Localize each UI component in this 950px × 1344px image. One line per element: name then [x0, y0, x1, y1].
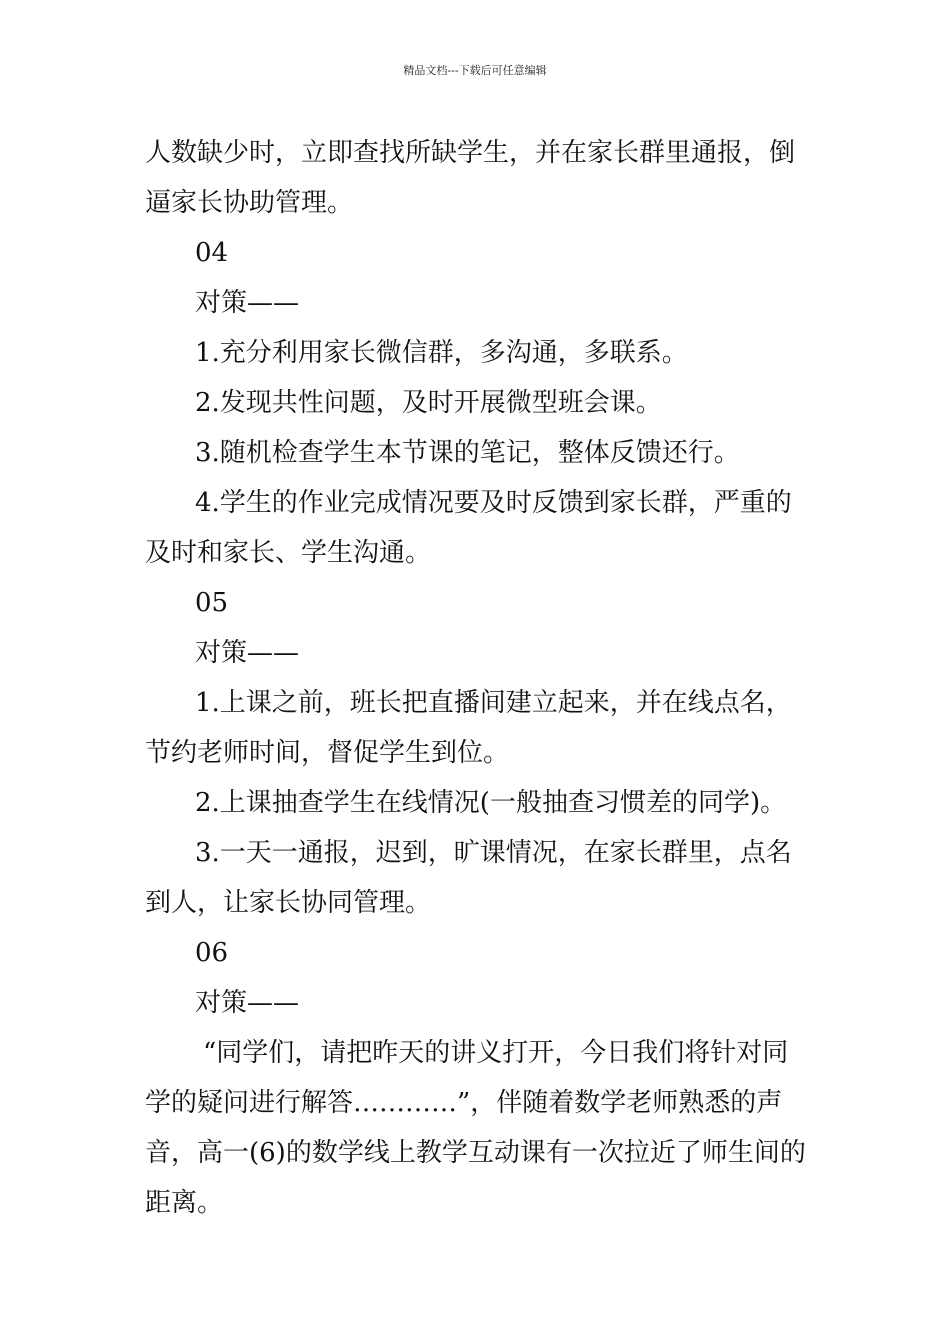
paragraph-line: 节约老师时间，督促学生到位。 — [145, 738, 510, 768]
section-number: 04 — [195, 238, 229, 268]
list-item: 3.随机检查学生本节课的笔记，整体反馈还行。 — [195, 438, 740, 468]
section-heading: 对策—— — [195, 638, 300, 668]
section-number: 05 — [195, 588, 229, 618]
list-item: 4.学生的作业完成情况要及时反馈到家长群，严重的 — [195, 488, 792, 518]
list-item: 2.上课抽查学生在线情况(一般抽查习惯差的同学)。 — [195, 788, 787, 818]
paragraph-line: 到人，让家长协同管理。 — [145, 888, 432, 918]
paragraph-line: 人数缺少时，立即查找所缺学生，并在家长群里通报，倒 — [145, 138, 796, 168]
list-item: 2.发现共性问题，及时开展微型班会课。 — [195, 388, 662, 418]
quote-paragraph-line: “同学们，请把昨天的讲义打开，今日我们将针对同 — [203, 1038, 789, 1068]
paragraph-line: 距离。 — [145, 1188, 224, 1218]
document-body — [145, 128, 810, 1228]
section-number: 06 — [195, 938, 229, 968]
list-item: 1.上课之前，班长把直播间建立起来，并在线点名， — [195, 688, 792, 718]
paragraph-line: 学的疑问进行解答…………”，伴随着数学老师熟悉的声 — [145, 1088, 783, 1118]
section-heading: 对策—— — [195, 988, 300, 1018]
list-item: 3.一天一通报，迟到，旷课情况，在家长群里，点名 — [195, 838, 792, 868]
section-heading: 对策—— — [195, 288, 300, 318]
paragraph-line: 逼家长协助管理。 — [145, 188, 354, 218]
page-header: 精品文档---下载后可任意编辑 — [403, 64, 547, 77]
list-item: 1.充分利用家长微信群，多沟通，多联系。 — [195, 338, 688, 368]
paragraph-line: 音，高一(6)的数学线上教学互动课有一次拉近了师生间的 — [145, 1138, 806, 1168]
paragraph-line: 及时和家长、学生沟通。 — [145, 538, 432, 568]
